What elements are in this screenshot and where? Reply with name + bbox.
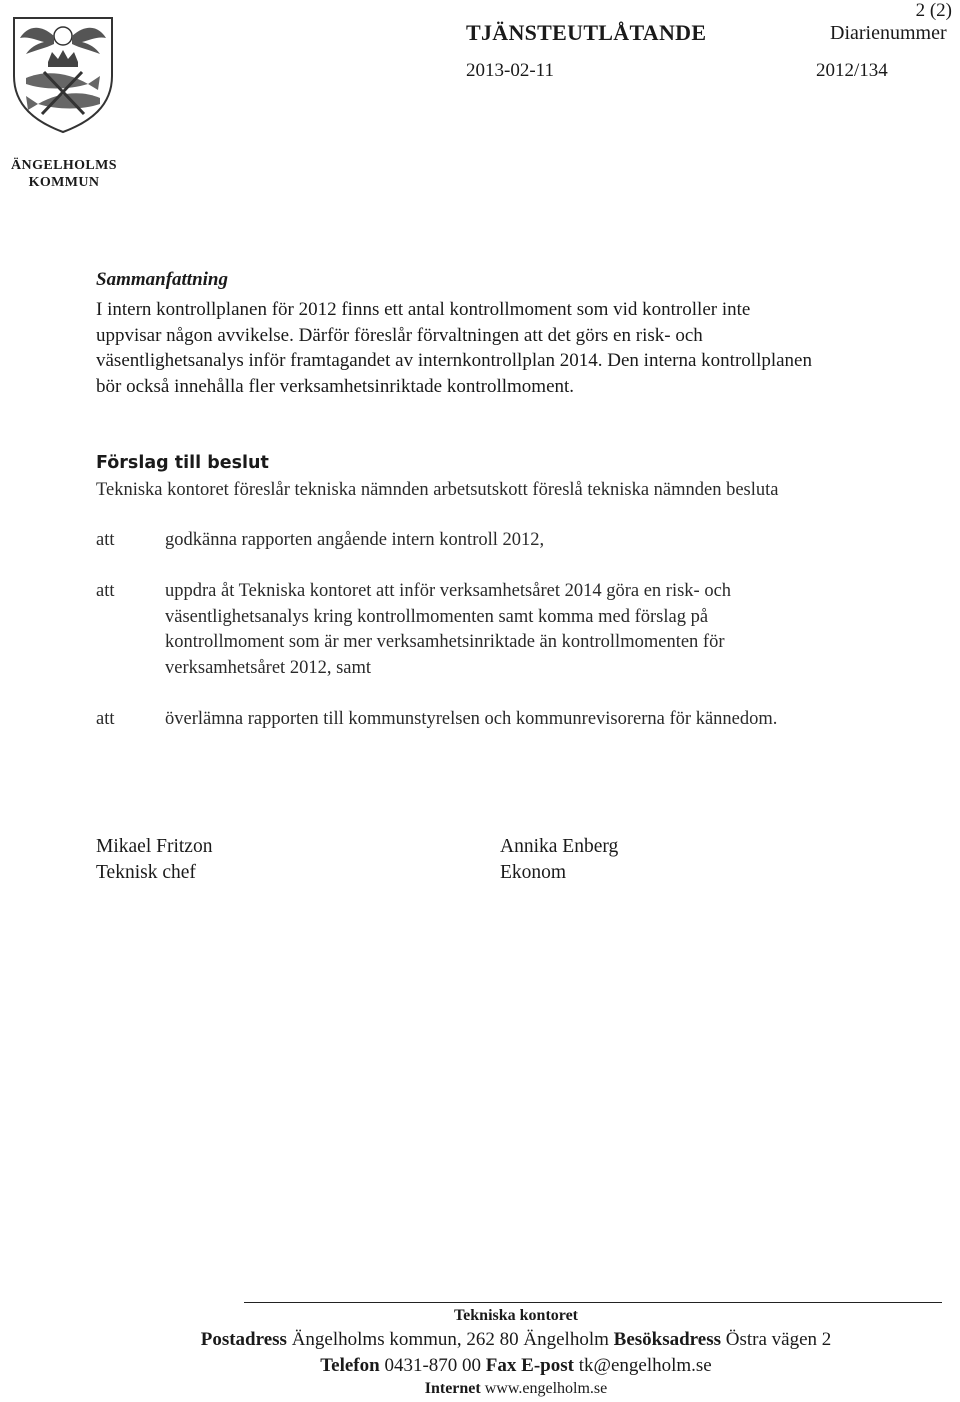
summary-line: bör också innehålla fler verksamhetsinriktade kontrollmoment. bbox=[96, 375, 575, 397]
proposal-item-marker: att bbox=[96, 709, 115, 729]
footer-office: Tekniska kontoret bbox=[453, 1307, 579, 1324]
footer-address-line bbox=[96, 1329, 936, 1351]
footer-contact-line bbox=[96, 1355, 936, 1377]
proposal-item-marker: att bbox=[96, 581, 115, 601]
summary-line: I intern kontrollplanen för 2012 finns ett antal kontrollmoment som vid kontroller inte bbox=[96, 299, 751, 320]
proposal-item-line: verksamhetsåret 2012, samt bbox=[165, 657, 372, 678]
registration-label: Diarienummer bbox=[830, 22, 947, 44]
signature-block bbox=[500, 834, 618, 886]
fax-label: Fax bbox=[485, 1355, 517, 1376]
proposal-item-text bbox=[165, 579, 925, 681]
visit-label: Besöksadress bbox=[613, 1329, 721, 1350]
summary-line: uppvisar någon avvikelse. Därför föreslår förvaltningen att det görs en risk- och bbox=[96, 324, 703, 346]
registration-number: 2012/134 bbox=[816, 60, 888, 81]
email-label: E-post bbox=[521, 1355, 574, 1376]
document-date: 2013-02-11 bbox=[466, 60, 554, 81]
postal-label: Postadress bbox=[200, 1329, 287, 1350]
page-number: 2 (2) bbox=[915, 0, 952, 21]
proposal-item-line: överlämna rapporten till kommunstyrelsen och kommunrevisorerna för kännedom. bbox=[165, 709, 778, 729]
phone-value: 0431-870 00 bbox=[384, 1355, 482, 1376]
municipality-name bbox=[10, 157, 118, 191]
summary-heading: Sammanfattning bbox=[96, 269, 228, 290]
footer-divider bbox=[244, 1302, 942, 1303]
email-link[interactable]: tk@engelholm.se bbox=[578, 1355, 712, 1376]
document-type: TJÄNSTEUTLÅTANDE bbox=[466, 20, 707, 45]
proposal-item-text bbox=[165, 707, 925, 733]
signatory-title: Teknisk chef bbox=[96, 862, 196, 883]
proposal-intro: Tekniska kontoret föreslår tekniska nämnden arbetsutskott föreslå tekniska nämnden besluta bbox=[96, 480, 779, 500]
signature-block bbox=[96, 834, 212, 886]
summary-text bbox=[96, 297, 916, 399]
visit-value: Östra vägen 2 bbox=[725, 1329, 832, 1350]
proposal-heading: Förslag till beslut bbox=[96, 453, 269, 473]
municipality-line-2: KOMMUN bbox=[28, 175, 100, 190]
signatory-name: Mikael Fritzon bbox=[96, 836, 213, 857]
coat-of-arms-icon bbox=[8, 14, 118, 134]
proposal-item-line: uppdra åt Tekniska kontoret att inför verksamhetsåret 2014 göra en risk- och bbox=[165, 581, 732, 601]
proposal-item-text bbox=[165, 528, 925, 554]
municipality-line-1: ÄNGELHOLMS bbox=[11, 158, 117, 173]
proposal-item-line: väsentlighetsanalys kring kontrollmomenten samt komma med förslag på bbox=[165, 606, 709, 627]
web-label: Internet bbox=[424, 1380, 481, 1397]
summary-line: väsentlighetsanalys inför framtagandet av internkontrollplan 2014. Den interna kontrollplanen bbox=[96, 350, 812, 371]
phone-label: Telefon bbox=[320, 1355, 380, 1376]
signatory-name: Annika Enberg bbox=[500, 836, 619, 857]
signatory-title: Ekonom bbox=[500, 862, 567, 883]
footer-web-line bbox=[96, 1380, 936, 1398]
postal-value: Ängelholms kommun, 262 80 Ängelholm bbox=[291, 1329, 609, 1350]
proposal-item-line: kontrollmoment som är mer verksamhetsinriktade än kontrollmomenten för bbox=[165, 632, 725, 652]
proposal-item-line: godkänna rapporten angående intern kontroll 2012, bbox=[165, 530, 545, 550]
web-link[interactable]: www.engelholm.se bbox=[484, 1380, 608, 1397]
proposal-item-marker: att bbox=[96, 530, 115, 550]
